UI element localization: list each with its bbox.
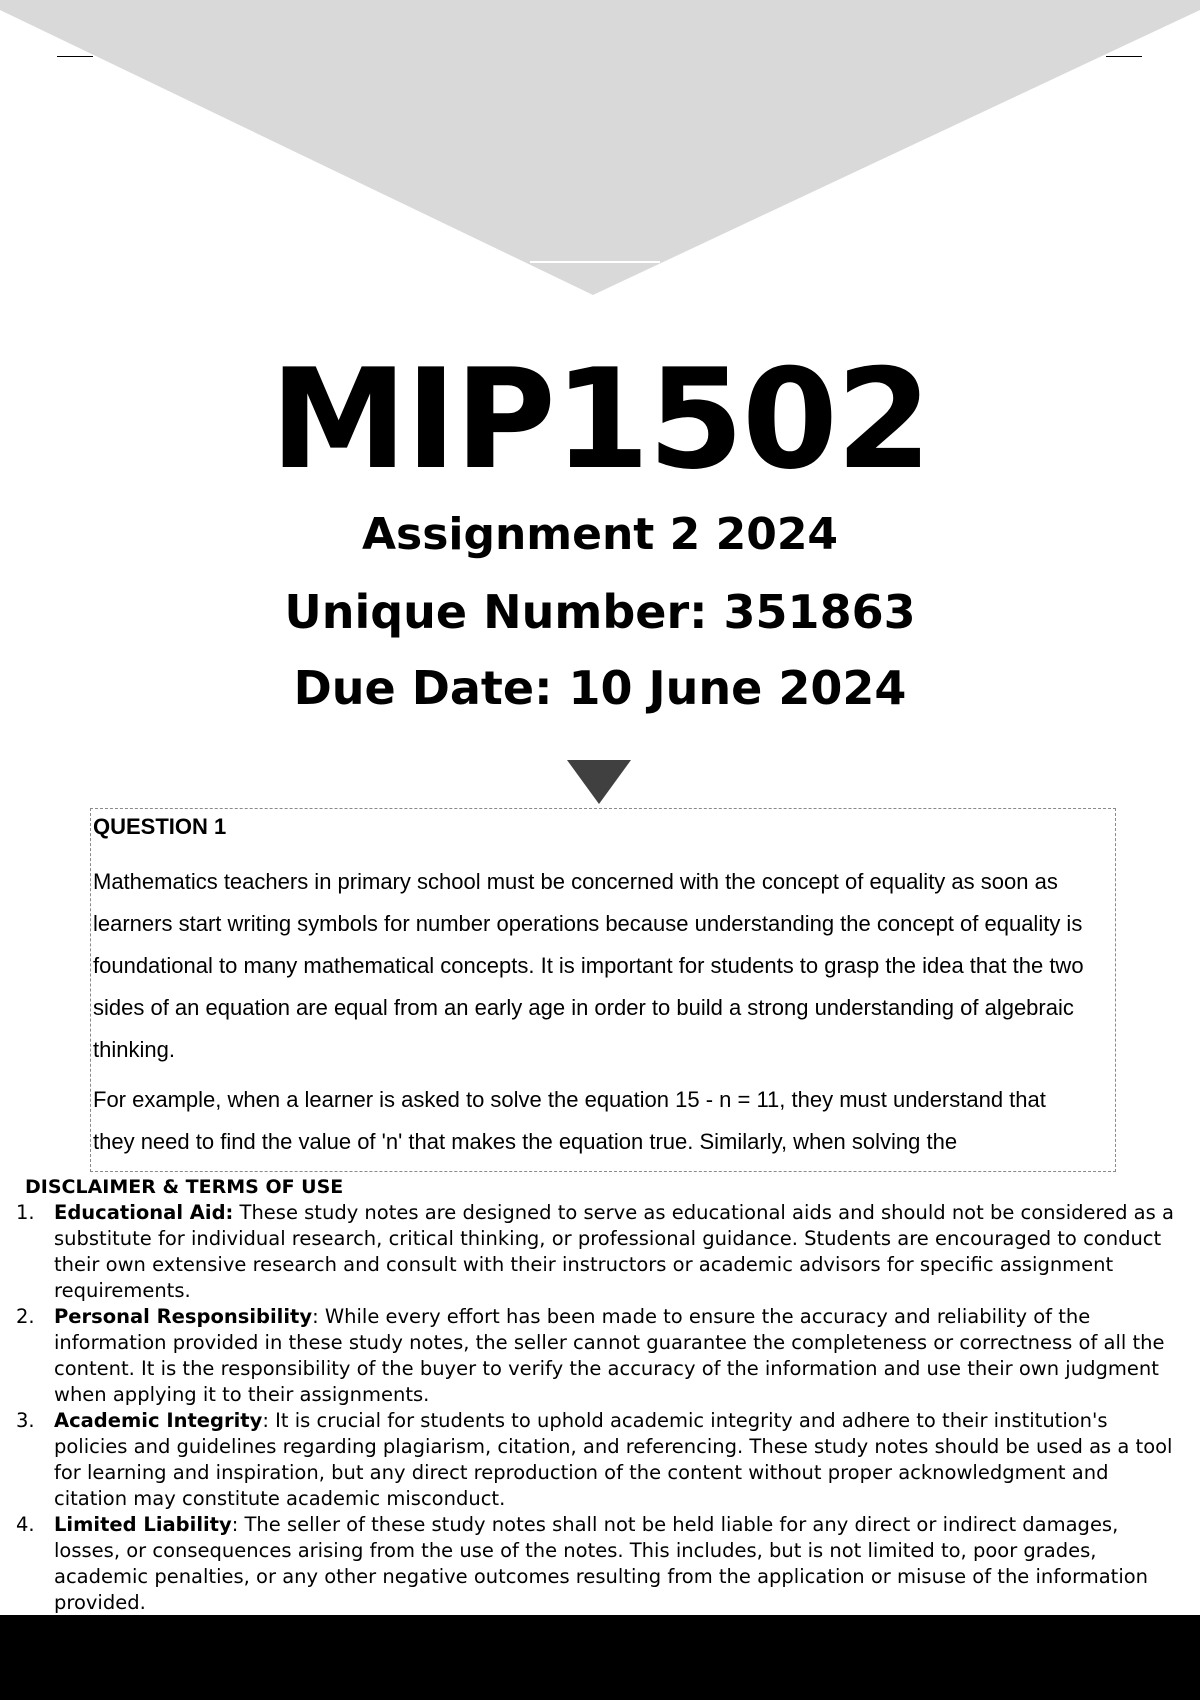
corner-mark-right	[1106, 56, 1142, 57]
assignment-title: Assignment 2 2024	[361, 509, 839, 560]
term-title: Academic Integrity	[54, 1409, 263, 1432]
list-item	[14, 1408, 1184, 1512]
term-text: : The seller of these study notes shall not be held liable for any direct or indirect damages, losses, or consequences arising from the use of the notes. This includes, but is not limited to, poor grades, academic penalties, or any other negative outcomes resulting from the application or misuse of the information provided.	[54, 1513, 1149, 1614]
disclaimer-terms-list	[14, 1200, 1184, 1616]
question-heading: QUESTION 1	[93, 814, 227, 839]
term-title: Limited Liability	[54, 1513, 232, 1536]
term-number: 3.	[16, 1409, 35, 1432]
list-item	[14, 1512, 1184, 1616]
term-number: 2.	[16, 1305, 35, 1328]
course-code-title: MIP1502	[270, 339, 930, 500]
question-paragraph: Mathematics teachers in primary school must be concerned with the concept of equality as soon as learners start writing symbols for number operations because understanding the concept of equality is foundational to many mathematical concepts. It is important for students to grasp the idea that the two sides of an equation are equal from an early age in order to build a strong understanding of algebraic thinking.	[93, 869, 1084, 1062]
term-title: Personal Responsibility	[54, 1305, 313, 1328]
disclaimer-heading: DISCLAIMER & TERMS OF USE	[25, 1176, 344, 1198]
corner-mark-left	[57, 56, 93, 57]
term-title: Educational Aid:	[54, 1201, 234, 1224]
list-item	[14, 1200, 1184, 1304]
footer-bar	[0, 1615, 1200, 1700]
term-text: : While every effort has been made to ensure the accuracy and reliability of the information provided in these study notes, the seller cannot guarantee the completeness or correctness of all the content. It is the responsibility of the buyer to verify the accuracy of the information and use their own judgment when applying it to their assignments.	[54, 1305, 1165, 1406]
term-text: These study notes are designed to serve as educational aids and should not be considered as a substitute for individual research, critical thinking, or professional guidance. Students are encouraged to conduct their own extensive research and consult with their instructors or academic advisors for specific assignment requirements.	[54, 1201, 1174, 1302]
banner-chevron	[0, 0, 1200, 295]
term-number: 1.	[16, 1201, 35, 1224]
term-number: 4.	[16, 1513, 35, 1536]
question-preview-box	[90, 808, 1116, 1172]
question-paragraph: For example, when a learner is asked to solve the equation 15 - n = 11, they must understand that they need to find the value of 'n' that makes the equation true. Similarly, when solving the	[93, 1087, 1046, 1154]
down-arrow-icon	[567, 760, 631, 804]
header-banner-graphic	[0, 0, 1200, 300]
list-item	[14, 1304, 1184, 1408]
unique-number: Unique Number: 351863	[284, 585, 916, 639]
term-text: : It is crucial for students to uphold academic integrity and adhere to their institution's policies and guidelines regarding plagiarism, citation, and referencing. These study notes should be used as a tool for learning and inspiration, but any direct reproduction of the content without proper acknowledgment and citation may constitute academic misconduct.	[54, 1409, 1173, 1510]
due-date: Due Date: 10 June 2024	[293, 661, 907, 715]
